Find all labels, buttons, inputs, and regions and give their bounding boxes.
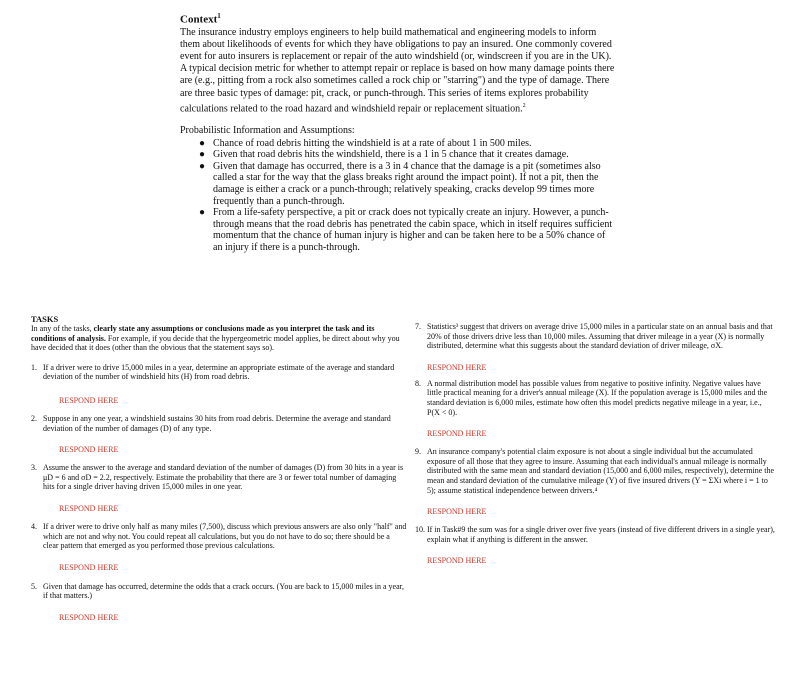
task-number: 9. — [415, 447, 421, 457]
assumption-item — [199, 149, 616, 161]
assumption-item — [199, 137, 616, 150]
tasks-intro-start: In any of the tasks, — [31, 324, 94, 333]
task-text: Suppose in any one year, a windshield sustains 30 hits from road debris. Determine the average and standard deviation of the number of damages (D) of any type. — [43, 413, 391, 433]
bullet-icon: ● — [199, 149, 206, 161]
task-item-5 — [31, 582, 407, 601]
task-text: Statistics³ suggest that drivers on average drive 15,000 miles in a particular state on an annual basis and that 20% of those drivers drive less than 10,000 miles. Assuming that driver mileage in a year (X) is normally distributed, determine what this suggests about the standard deviation of driver mileage, σX. — [427, 322, 773, 351]
respond-here-2[interactable]: RESPOND HERE — [59, 445, 119, 455]
respond-here-5[interactable]: RESPOND HERE — [59, 612, 119, 622]
probabilistic-heading: Probabilistic Information and Assumptions: — [180, 125, 355, 137]
task-text: If a driver were to drive 15,000 miles in a year, determine an appropriate estimate of the average and standard deviation of the number of windshield hits (H) from road debris. — [43, 362, 395, 382]
tasks-heading: TASKS — [31, 314, 59, 324]
task-text: Assume the answer to the average and standard deviation of the number of damages (D) from 30 hits in a year is μD = 6 and σD = 2.2, respectively. Estimate the probability that there are 3 or fewer total number of damaging hits for a single driver having driven 15,000 miles in one year. — [43, 463, 404, 492]
assumption-item — [199, 207, 616, 253]
context-paragraph-text: The insurance industry employs engineers to help build mathematical and engineering models to inform them about likelihoods of events for which they have obligations to pay an insured. One commonly covered event for auto insurers is replacement or repair of the auto windshield (or, windscreen if you are in the UK). A typical decision metric for whether to attempt repair or replace is based on how many damage points there are (e.g., pitting from a rock also sometimes called a rock chip or "starring") and the type of damage. There are three basic types of damage: pit, crack, or punch-through. This series of items explores probability calculations related to the road hazard and windshield repair or replacement situation. — [180, 26, 615, 115]
task-number: 8. — [415, 378, 421, 388]
assumption-text: Given that damage has occurred, there is a 3 in 4 chance that the damage is a pit (sometimes also called a star for the way that the glass breaks right around the impact point). If not a pit, then the damage is either a crack or a punch-through; relatively speaking, cracks develop 99 times more frequently than a punch-through. — [213, 160, 601, 207]
bullet-icon: ● — [199, 137, 206, 149]
tasks-intro-bold: clearly state any assumptions or conclusions made as you interpret the task and its conditions of analysis. — [31, 324, 375, 343]
assumption-text: Chance of road debris hitting the windshield is at a rate of about 1 in 500 miles. — [213, 137, 532, 149]
context-title-text: Context — [180, 13, 218, 26]
task-item-3 — [31, 463, 407, 492]
task-number: 7. — [415, 322, 421, 331]
task-number: 10. — [415, 525, 425, 535]
task-item-9 — [415, 447, 775, 495]
task-item-10 — [415, 525, 775, 544]
respond-here-8[interactable]: RESPOND HERE — [427, 429, 487, 439]
task-number: 2. — [31, 413, 37, 423]
assumption-item — [199, 160, 616, 207]
task-item-4 — [31, 522, 407, 551]
assumption-text: From a life-safety perspective, a pit or crack does not typically create an injury. However, a punch-through means that the road debris has penetrated the cabin space, which in itself requires sufficient momentum that the chance of human injury is higher and can be taken here to be a 50% chance of an injury if there is a punch-through. — [213, 207, 613, 253]
tasks-intro — [31, 324, 407, 353]
task-number: 3. — [31, 463, 37, 473]
tasks-right-column — [415, 322, 775, 566]
task-item-7 — [415, 322, 775, 351]
respond-here-10[interactable]: RESPOND HERE — [427, 556, 487, 566]
assumption-text: Given that road debris hits the windshield, there is a 1 in 5 chance that it creates damage. — [213, 149, 569, 161]
assumptions-list — [180, 138, 616, 254]
task-item-2 — [31, 414, 407, 433]
respond-here-1[interactable]: RESPOND HERE — [59, 395, 119, 405]
context-title — [180, 10, 616, 27]
tasks-left-column — [31, 314, 407, 623]
task-text: A normal distribution model has possible values from negative to positive infinity. Negative values have little practical meaning for a driver's annual mileage (X). If the population average is 15,000 miles and the standard deviation is 6,000 miles, estimate how often this model predicts negative mileage in a year, i.e., P(X < 0). — [427, 378, 768, 417]
task-text: If in Task#9 the sum was for a single driver over five years (instead of five different drivers in a single year), explain what if anything is different in the answer. — [427, 525, 775, 544]
task-text: Given that damage has occurred, determine the odds that a crack occurs. (You are back to 15,000 miles in a year, if that matters.) — [43, 581, 404, 601]
context-paragraph — [180, 27, 616, 116]
context-section — [180, 10, 616, 254]
respond-here-3[interactable]: RESPOND HERE — [59, 503, 119, 513]
respond-here-4[interactable]: RESPOND HERE — [59, 562, 119, 572]
task-text: If a driver were to drive only half as many miles (7,500), discuss which previous answers are also only "half" and which are not and why not. You could repeat all calculations, but you do not have to do so; there should be a clear pattern that emerged as you performed those previous calculations. — [43, 521, 407, 551]
task-number: 4. — [31, 521, 37, 531]
context-footnote-ref: 1 — [217, 12, 221, 20]
context-paragraph-footnote: 2 — [522, 102, 526, 109]
respond-here-7[interactable]: RESPOND HERE — [427, 362, 487, 372]
task-number: 5. — [31, 581, 37, 591]
tasks-intro-end: For example, if you decide that the hypergeometric model applies, be direct about why you have decided that it does (other than the obvious that the statement says so). — [31, 333, 400, 353]
task-item-8 — [415, 379, 775, 417]
respond-here-9[interactable]: RESPOND HERE — [427, 507, 487, 517]
task-item-1 — [31, 363, 407, 382]
bullet-icon: ● — [199, 207, 206, 219]
bullet-icon: ● — [199, 160, 206, 172]
task-text: An insurance company's potential claim exposure is not about a single individual but the accumulated exposure of all those that they agree to insure. Assuming that each individual's annual mileage is normally distributed with the same mean and standard deviation (15,000 and 6,000 miles, respectively), determine the mean and standard deviation of the cumulative mileage (Y) of five insured drivers (Y = ΣXi where i = 1 to 5); assume statistical independence between drivers.⁴ — [427, 447, 775, 495]
task-number: 1. — [31, 362, 37, 372]
